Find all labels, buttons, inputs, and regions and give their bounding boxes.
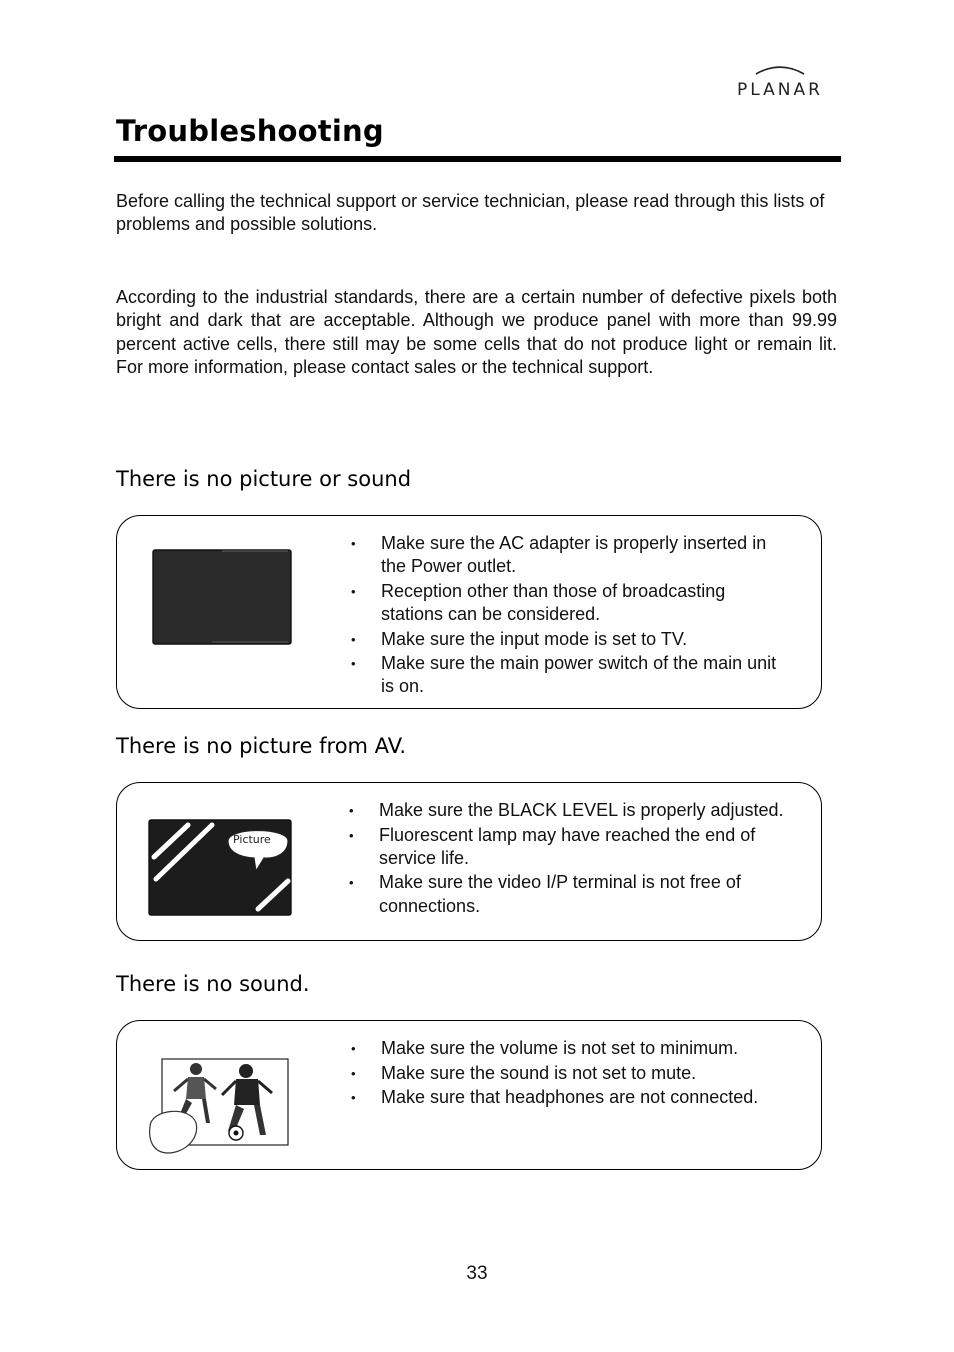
title-rule <box>114 156 841 162</box>
brand-name: PLANAR <box>737 80 823 100</box>
section-box-no-picture-or-sound <box>116 515 822 709</box>
tip-item: • Make sure that headphones are not connected. <box>351 1086 791 1109</box>
page-title: Troubleshooting <box>116 114 384 148</box>
page-number: 33 <box>466 1263 488 1284</box>
intro-paragraph: Before calling the technical support or service technician, please read through this lists of problems and possible solutions. <box>116 191 825 235</box>
blank-screen-icon <box>152 549 292 645</box>
tip-item: • Make sure the input mode is set to TV. <box>351 628 791 651</box>
tip-item: • Make sure the video I/P terminal is not free of connections. <box>349 871 789 917</box>
tip-item: • Make sure the sound is not set to mute. <box>351 1062 791 1085</box>
soccer-players-icon <box>144 1057 292 1157</box>
section-title-no-picture-or-sound: There is no picture or sound <box>116 467 412 491</box>
tip-item: • Make sure the volume is not set to minimum. <box>351 1037 791 1060</box>
tip-item: • Make sure the AC adapter is properly inserted in the Power outlet. <box>351 532 791 578</box>
pixel-note-paragraph: According to the industrial standards, there are a certain number of defective pixels both bright and dark that are acceptable. Although we produce panel with more than 99.99 percent active cells, there still may be some cells that do not produce light or remain lit. For more information, please contact sales or the technical support. <box>116 287 837 378</box>
section-box-no-sound <box>116 1020 822 1170</box>
tips-list-no-picture-or-sound <box>351 532 791 700</box>
tip-item: • Reception other than those of broadcasting stations can be considered. <box>351 580 791 626</box>
no-picture-icon <box>148 819 293 917</box>
section-title-no-sound: There is no sound. <box>116 972 310 996</box>
section-title-no-picture-from-av: There is no picture from AV. <box>116 734 407 758</box>
tip-item: • Make sure the BLACK LEVEL is properly adjusted. <box>349 799 789 822</box>
section-box-no-picture-from-av <box>116 782 822 941</box>
bubble-label: Picture <box>233 833 271 846</box>
tip-item: • Fluorescent lamp may have reached the end of service life. <box>349 824 789 870</box>
tips-list-no-picture-from-av <box>349 799 789 919</box>
tip-item: • Make sure the main power switch of the main unit is on. <box>351 652 791 698</box>
logo-swoosh-icon <box>754 62 806 78</box>
tips-list-no-sound <box>351 1037 791 1111</box>
planar-logo <box>722 62 838 102</box>
